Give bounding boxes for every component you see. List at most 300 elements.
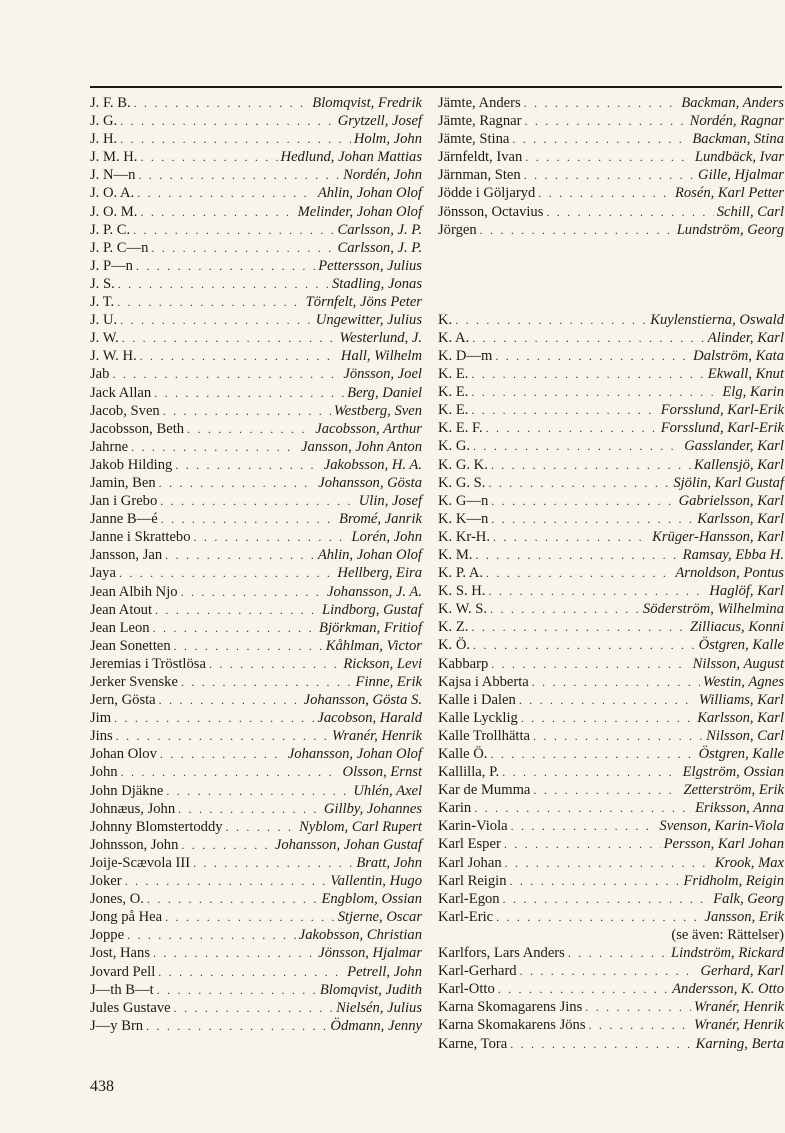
index-entry (90, 745, 422, 763)
dot-leader (153, 944, 315, 962)
index-entry (90, 420, 422, 438)
pseudonym: J. S. (90, 275, 115, 292)
dot-leader (503, 890, 711, 908)
index-entry (90, 438, 422, 456)
real-name: Carlsson, J. P. (337, 239, 422, 256)
dot-leader (490, 600, 640, 618)
real-name: Wranér, Henrik (332, 728, 422, 745)
pseudonym: Jakob Hilding (90, 456, 173, 473)
real-name: Westin, Agnes (702, 673, 784, 690)
dot-leader (226, 818, 297, 836)
real-name: Petrell, John (347, 963, 422, 980)
dot-leader (136, 257, 315, 275)
index-entry (438, 835, 784, 853)
pseudonym: Jones, O. (90, 891, 144, 908)
dot-leader (486, 564, 672, 582)
dot-leader (125, 872, 328, 890)
real-name: Rosén, Karl Petter (674, 185, 784, 202)
dot-leader (122, 329, 337, 347)
index-entry (438, 1035, 784, 1053)
index-entry (90, 981, 422, 999)
pseudonym: Karna Skomagarens Jins (438, 999, 583, 1016)
pseudonym: Karlfors, Lars Anders (438, 945, 565, 962)
pseudonym: J. G. (90, 113, 118, 130)
real-name: Haglöf, Karl (709, 583, 784, 600)
dot-leader (174, 999, 333, 1017)
index-entry (90, 619, 422, 637)
dot-leader (159, 691, 301, 709)
pseudonym: K. E. F. (438, 420, 483, 437)
pseudonym: Johan Olov (90, 746, 157, 763)
dot-leader (488, 582, 706, 600)
real-name: Forsslund, Karl-Erik (660, 402, 784, 419)
real-name: Lindborg, Gustaf (321, 601, 422, 618)
dot-leader (181, 673, 353, 691)
index-entry (90, 963, 422, 981)
dot-leader (495, 347, 690, 365)
dot-leader (491, 456, 691, 474)
index-entry (90, 709, 422, 727)
pseudonym: J. N—n (90, 167, 136, 184)
real-name: Berg, Daniel (347, 384, 422, 401)
dot-leader (538, 184, 672, 202)
pseudonym: K. P. A. (438, 565, 484, 582)
index-entry (438, 148, 784, 166)
real-name: Nordén, Ragnar (689, 113, 784, 130)
pseudonym: Karl-Egon (438, 890, 500, 907)
dot-leader (159, 474, 316, 492)
pseudonym: Jahrne (90, 438, 129, 455)
real-name: Nilsson, August (692, 655, 784, 672)
real-name: Vallentin, Hugo (330, 873, 422, 890)
index-entry (438, 854, 784, 872)
real-name: Kuylenstierna, Oswald (650, 311, 784, 328)
dot-leader (473, 437, 681, 455)
section-gap (438, 239, 784, 311)
real-name: Gabrielsson, Karl (678, 492, 784, 509)
real-name: Ramsay, Ebba H. (682, 546, 784, 563)
dot-leader (512, 130, 689, 148)
pseudonym: K. K—n (438, 510, 489, 527)
real-name: Johansson, J. A. (327, 583, 422, 600)
dot-leader (174, 637, 323, 655)
real-name: Zetterström, Erik (683, 782, 784, 799)
index-entry (438, 872, 784, 890)
pseudonym: K. A. (438, 329, 470, 346)
real-name: Nilsson, Carl (706, 727, 784, 744)
pseudonym: Karl-Otto (438, 981, 495, 998)
dot-leader (118, 275, 329, 293)
dot-leader (120, 130, 351, 148)
index-entry (90, 203, 422, 221)
dot-leader (491, 492, 675, 510)
index-entry (90, 763, 422, 781)
index-entry (90, 908, 422, 926)
real-name: Andersson, K. Otto (672, 981, 784, 998)
dot-leader (166, 782, 350, 800)
pseudonym: K. G—n (438, 492, 489, 509)
dot-leader (473, 636, 696, 654)
real-name: Törnfelt, Jöns Peter (305, 294, 422, 311)
pseudonym: Jern, Gösta (90, 692, 156, 709)
dot-leader (490, 745, 695, 763)
index-entry (438, 184, 784, 202)
real-name: Elg, Karin (722, 384, 784, 401)
real-name: Ahlin, Johan Olof (317, 547, 422, 564)
dot-leader (533, 781, 680, 799)
index-entry (90, 365, 422, 383)
real-name: Persson, Karl Johan (663, 836, 784, 853)
dot-leader (140, 347, 338, 365)
page-number: 438 (90, 1078, 114, 1095)
real-name: Krüger-Hansson, Karl (652, 528, 784, 545)
real-name: Uhlén, Axel (353, 782, 422, 799)
index-entry (90, 637, 422, 655)
pseudonym: Johnsson, John (90, 836, 179, 853)
real-name: Jansson, John Anton (301, 438, 422, 455)
dot-leader (525, 148, 692, 166)
dot-leader (140, 203, 294, 221)
pseudonym: Johnæus, John (90, 800, 176, 817)
pseudonym: John (90, 764, 118, 781)
real-name: Jakobsson, H. A. (323, 456, 422, 473)
pseudonym: K. E. (438, 366, 469, 383)
real-name: Jansson, Erik (704, 908, 784, 925)
real-name: Gerhard, Karl (700, 963, 784, 980)
real-name: Westberg, Sven (333, 402, 422, 419)
dot-leader (546, 203, 713, 221)
dot-leader (533, 727, 703, 745)
pseudonym: Kajsa i Abberta (438, 673, 529, 690)
dot-leader (471, 383, 719, 401)
pseudonym: J. W. (90, 330, 119, 347)
pseudonym: Jost, Hans (90, 945, 150, 962)
dot-leader (165, 546, 315, 564)
real-name: Ekwall, Knut (707, 366, 784, 383)
pseudonym: Karne, Tora (438, 1035, 508, 1052)
real-name: Nyblom, Carl Rupert (299, 818, 422, 835)
right-column-bottom (438, 311, 784, 1053)
pseudonym: K. (438, 311, 453, 328)
real-name: Nordén, John (343, 167, 422, 184)
index-entry (90, 474, 422, 492)
dot-leader (134, 94, 310, 112)
index-entry (438, 618, 784, 636)
pseudonym: Jovard Pell (90, 963, 156, 980)
index-entry (90, 456, 422, 474)
real-name: Eriksson, Anna (695, 800, 784, 817)
index-entry (438, 962, 784, 980)
dot-leader (117, 293, 302, 311)
pseudonym: Jeremias i Tröstlösa (90, 655, 206, 672)
dot-leader (486, 419, 658, 437)
dot-leader (471, 401, 657, 419)
pseudonym: Jämte, Anders (438, 95, 521, 111)
dot-leader (209, 655, 340, 673)
pseudonym: Karl Johan (438, 854, 502, 871)
pseudonym: Kallilla, P. (438, 764, 500, 781)
index-entry (438, 419, 784, 437)
index-entry (90, 112, 422, 130)
index-entry (90, 926, 422, 944)
dot-leader (589, 1016, 691, 1034)
real-name: Finne, Erik (355, 674, 422, 690)
index-entry (90, 564, 422, 582)
index-entry (90, 673, 422, 691)
pseudonym: Jerker Svenske (90, 674, 178, 690)
index-entry (90, 257, 422, 275)
real-name: Hellberg, Eira (337, 565, 422, 582)
index-entry (438, 691, 784, 709)
pseudonym: Karl-Eric (438, 908, 494, 925)
pseudonym: Kalle Lycklig (438, 709, 518, 726)
real-name: Bratt, John (356, 854, 422, 871)
real-name: Dalström, Kata (693, 347, 784, 364)
index-entry (438, 655, 784, 673)
index-entry (90, 999, 422, 1017)
left-column (90, 94, 422, 1035)
pseudonym: Karin (438, 800, 472, 817)
dot-leader (471, 365, 704, 383)
pseudonym: Karna Skomakarens Jöns (438, 1017, 586, 1034)
pseudonym: Karl Esper (438, 836, 501, 853)
dot-leader (137, 184, 315, 202)
pseudonym: K. Kr-H. (438, 528, 490, 545)
pseudonym: Kalle Trollhätta (438, 727, 531, 744)
real-name: Söderström, Wilhelmina (642, 601, 784, 618)
dot-leader (154, 384, 344, 402)
index-entry (438, 564, 784, 582)
index-entry (90, 872, 422, 890)
pseudonym: K. G. K. (438, 456, 488, 473)
index-entry (90, 944, 422, 962)
real-name: Gillby, Johannes (323, 800, 422, 817)
index-entry (90, 510, 422, 528)
index-entry (438, 745, 784, 763)
real-name: Ulin, Josef (358, 493, 422, 510)
dot-leader (165, 908, 335, 926)
real-name: Backman, Stina (692, 131, 784, 148)
index-entry (438, 799, 784, 817)
dot-leader (160, 745, 285, 763)
dot-leader (496, 908, 701, 926)
real-name: Alinder, Karl (707, 329, 784, 346)
index-entry (90, 384, 422, 402)
index-entry (90, 546, 422, 564)
dot-leader (511, 817, 657, 835)
index-entry (438, 401, 784, 419)
real-name: Schill, Carl (716, 203, 784, 220)
index-entry (90, 818, 422, 836)
dot-leader (146, 1017, 327, 1035)
real-name: Nielsén, Julius (336, 999, 422, 1016)
index-entry (90, 329, 422, 347)
pseudonym: Jab (90, 366, 110, 383)
pseudonym: Kabbarp (438, 655, 489, 672)
dot-leader (585, 998, 691, 1016)
dot-leader (120, 112, 335, 130)
pseudonym: Jämte, Stina (438, 131, 510, 148)
index-entry (438, 221, 784, 239)
pseudonym: K. W. S. (438, 601, 488, 618)
real-name: Björkman, Fritiof (319, 619, 422, 636)
dot-leader (140, 148, 277, 166)
dot-leader (524, 112, 686, 130)
real-name: Grytzell, Josef (337, 113, 422, 130)
dot-leader (475, 546, 679, 564)
index-entry (438, 763, 784, 781)
right-column (438, 94, 784, 1053)
cross-reference-note: (se även: Rättelser) (671, 926, 784, 943)
dot-leader (472, 329, 705, 347)
pseudonym: Jong på Hea (90, 909, 163, 926)
real-name: Lundbäck, Ivar (694, 149, 784, 166)
pseudonym: Kalle i Dalen (438, 691, 516, 708)
real-name: Olsson, Ernst (342, 764, 422, 781)
real-name: Arnoldson, Pontus (675, 565, 784, 582)
real-name: Blomqvist, Judith (319, 981, 422, 998)
index-entry (90, 402, 422, 420)
real-name: Östgren, Kalle (698, 746, 784, 762)
index-entry (438, 980, 784, 998)
pseudonym: K. E. (438, 384, 469, 401)
index-entry (90, 221, 422, 239)
real-name: Blomqvist, Fredrik (312, 95, 422, 111)
pseudonym: J. O. M. (90, 203, 138, 220)
dot-leader (504, 835, 661, 853)
dot-leader (112, 365, 340, 383)
pseudonym: Janne i Skrattebo (90, 529, 191, 546)
dot-leader (510, 1035, 692, 1053)
index-entry (90, 655, 422, 673)
dot-leader (493, 528, 649, 546)
dot-leader (120, 311, 313, 329)
index-entry (438, 94, 784, 112)
dot-leader (161, 510, 336, 528)
pseudonym: Jamin, Ben (90, 474, 156, 491)
dot-leader (502, 763, 679, 781)
real-name: Fridholm, Reigin (683, 872, 784, 889)
dot-leader (151, 239, 334, 257)
index-entry (90, 1017, 422, 1035)
real-name: Jakobsson, Christian (298, 927, 422, 944)
dot-leader (114, 709, 314, 727)
dot-leader (532, 673, 700, 691)
dot-leader (121, 763, 340, 781)
pseudonym: K. Ö. (438, 637, 471, 654)
index-entry (438, 781, 784, 799)
real-name: Williams, Karl (698, 691, 784, 708)
pseudonym: Jacobsson, Beth (90, 420, 185, 437)
real-name: Jacobsson, Arthur (315, 420, 422, 437)
dot-leader (193, 854, 353, 872)
index-entry (438, 727, 784, 745)
dot-leader (178, 800, 321, 818)
pseudonym: K. G. (438, 438, 471, 455)
dot-leader (194, 528, 349, 546)
dot-leader (155, 601, 319, 619)
index-entry (438, 492, 784, 510)
pseudonym: J. T. (90, 294, 115, 311)
pseudonym: Kalle Ö. (438, 746, 488, 762)
dot-leader (147, 890, 319, 908)
pseudonym: Joppe (90, 927, 125, 944)
real-name: Hall, Wilhelm (340, 348, 422, 365)
real-name: Lindström, Rickard (671, 945, 784, 962)
dot-leader (181, 583, 324, 601)
pseudonym: J. U. (90, 312, 118, 329)
real-name: Jacobson, Harald (317, 710, 422, 727)
real-name: Lundström, Georg (676, 221, 784, 238)
pseudonym: J. P—n (90, 257, 133, 274)
index-entry (438, 528, 784, 546)
pseudonym: K. Z. (438, 619, 469, 636)
index-entry (90, 800, 422, 818)
pseudonym: J—th B—t (90, 981, 154, 998)
real-name: Sjölin, Karl Gustaf (673, 474, 784, 491)
index-entry (438, 311, 784, 329)
dot-leader (133, 221, 334, 239)
pseudonym: J—y Brn (90, 1017, 144, 1034)
dot-leader (524, 166, 695, 184)
real-name: Johansson, Johan Gustaf (274, 836, 422, 853)
index-entry (438, 329, 784, 347)
pseudonym: J. O. A. (90, 185, 135, 202)
pseudonym: Joije-Scævola III (90, 854, 191, 871)
index-entry (438, 582, 784, 600)
pseudonym: Jan i Grebo (90, 493, 158, 510)
pseudonym: Jean Sonetten (90, 637, 171, 654)
pseudonym: Jödde i Göljaryd (438, 185, 536, 202)
real-name: Holm, John (353, 131, 422, 148)
pseudonym: Jules Gustave (90, 999, 171, 1016)
pseudonym: K. M. (438, 546, 473, 563)
pseudonym: Jörgen (438, 221, 477, 238)
index-entry (438, 944, 784, 962)
pseudonym: Johnny Blomstertoddy (90, 818, 223, 835)
pseudonym: J. F. B. (90, 95, 131, 111)
real-name: Bromé, Janrik (339, 511, 422, 528)
pseudonym: Jansson, Jan (90, 547, 163, 564)
index-entry (90, 311, 422, 329)
pseudonym: J. P. C. (90, 221, 131, 238)
dot-leader (491, 510, 694, 528)
pseudonym: Jönsson, Octavius (438, 203, 544, 220)
real-name: Gille, Hjalmar (698, 167, 784, 184)
pseudonym: Karin-Viola (438, 818, 508, 835)
pseudonym: Jean Atout (90, 601, 153, 618)
index-entry (90, 836, 422, 854)
dot-leader (187, 420, 312, 438)
index-entry (90, 239, 422, 257)
dot-leader (175, 456, 320, 474)
index-entry (90, 890, 422, 908)
index-entry (438, 112, 784, 130)
index-entry (438, 347, 784, 365)
header-rule (90, 86, 782, 88)
index-entry (90, 275, 422, 293)
dot-leader (520, 962, 698, 980)
pseudonym: John Djäkne (90, 782, 164, 799)
pseudonym: Jins (90, 728, 113, 745)
dot-leader (153, 619, 316, 637)
real-name: Karlsson, Karl (697, 510, 784, 527)
dot-leader (158, 963, 344, 981)
index-entry (438, 709, 784, 727)
dot-leader (568, 944, 668, 962)
index-entry (438, 908, 784, 926)
real-name: Östgren, Kalle (698, 637, 784, 654)
